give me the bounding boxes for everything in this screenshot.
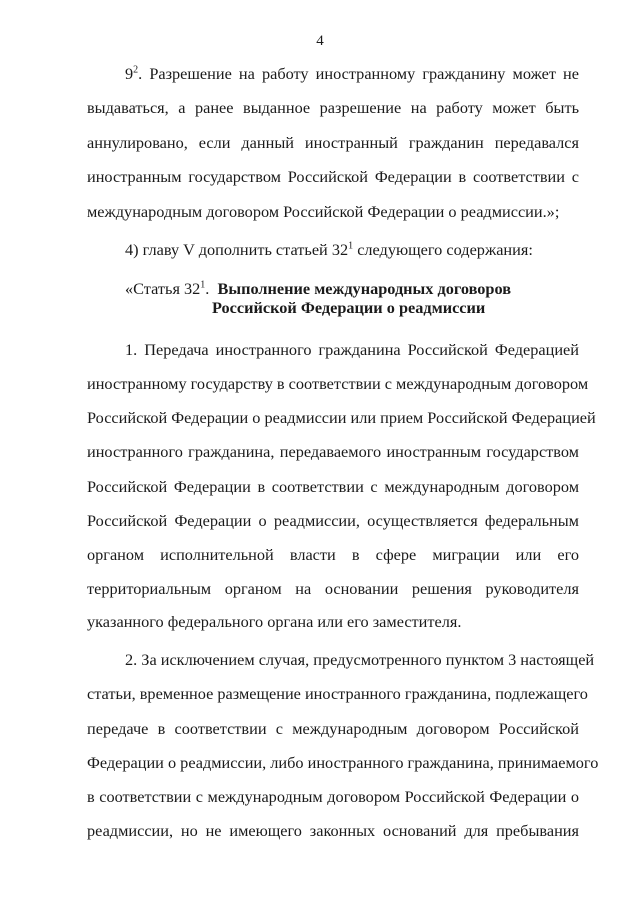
para2-line-5: в соответствии с международным договором Российской Федерации о (87, 787, 579, 806)
para1-line-5: Российской Федерации в соответствии с международным договором (87, 477, 579, 496)
para1-line-1: 1. Передача иностранного гражданина Российской Федерацией (125, 340, 579, 359)
item4-sup: 1 (348, 240, 354, 252)
p9-number: 9 (125, 64, 134, 83)
p9-number-sup: 2 (133, 64, 139, 76)
para1-line-7: органом исполнительной власти в сфере миграции или его (87, 545, 579, 564)
para1-line-8: территориальным органом на основании решения руководителя (87, 579, 579, 598)
p9-line-4: иностранным государством Российской Федерации в соответствии с (87, 167, 579, 186)
para2-line-4: Федерации о реадмиссии, либо иностранного гражданина, принимаемого (87, 753, 599, 772)
article-heading-line-1: «Статья $32^1$. Выполнение международных договоров (125, 279, 511, 298)
p9-line-3: аннулировано, если данный иностранный гражданин передавался (87, 133, 579, 152)
p9-line-1: $9^2$. Разрешение на работу иностранному гражданину может не (125, 64, 579, 83)
para2-line-1: 2. За исключением случая, предусмотренного пунктом 3 настоящей (125, 650, 595, 669)
para1-line-2: иностранному государству в соответствии с международным договором (87, 374, 589, 393)
article-title-line-2: Российской Федерации о реадмиссии (212, 298, 486, 317)
para1-line-4: иностранного гражданина, передаваемого иностранным государством (87, 442, 579, 461)
article-prefix-sup: 1 (200, 279, 206, 291)
item4-line: 4) главу V дополнить статьей $32^1$ следующего содержания: (125, 240, 533, 259)
para2-line-6: реадмиссии, но не имеющего законных оснований для пребывания (87, 821, 579, 840)
para1-line-6: Российской Федерации о реадмиссии, осуществляется федеральным (87, 511, 579, 530)
p9-line-2: выдаваться, а ранее выданное разрешение на работу может быть (87, 98, 579, 117)
article-title-line-1: Выполнение международных договоров (217, 279, 511, 298)
para2-line-2: статьи, временное размещение иностранного гражданина, подлежащего (87, 684, 588, 703)
para1-line-9: указанного федерального органа или его заместителя. (87, 612, 462, 631)
page-number: 4 (316, 33, 324, 49)
para2-line-3: передаче в соответствии с международным договором Российской (87, 719, 579, 738)
article-prefix: «Статья 32 (125, 279, 201, 298)
p9-line-5: международным договором Российской Федерации о реадмиссии.»; (87, 202, 560, 221)
para1-line-3: Российской Федерации о реадмиссии или прием Российской Федерацией (87, 408, 596, 427)
